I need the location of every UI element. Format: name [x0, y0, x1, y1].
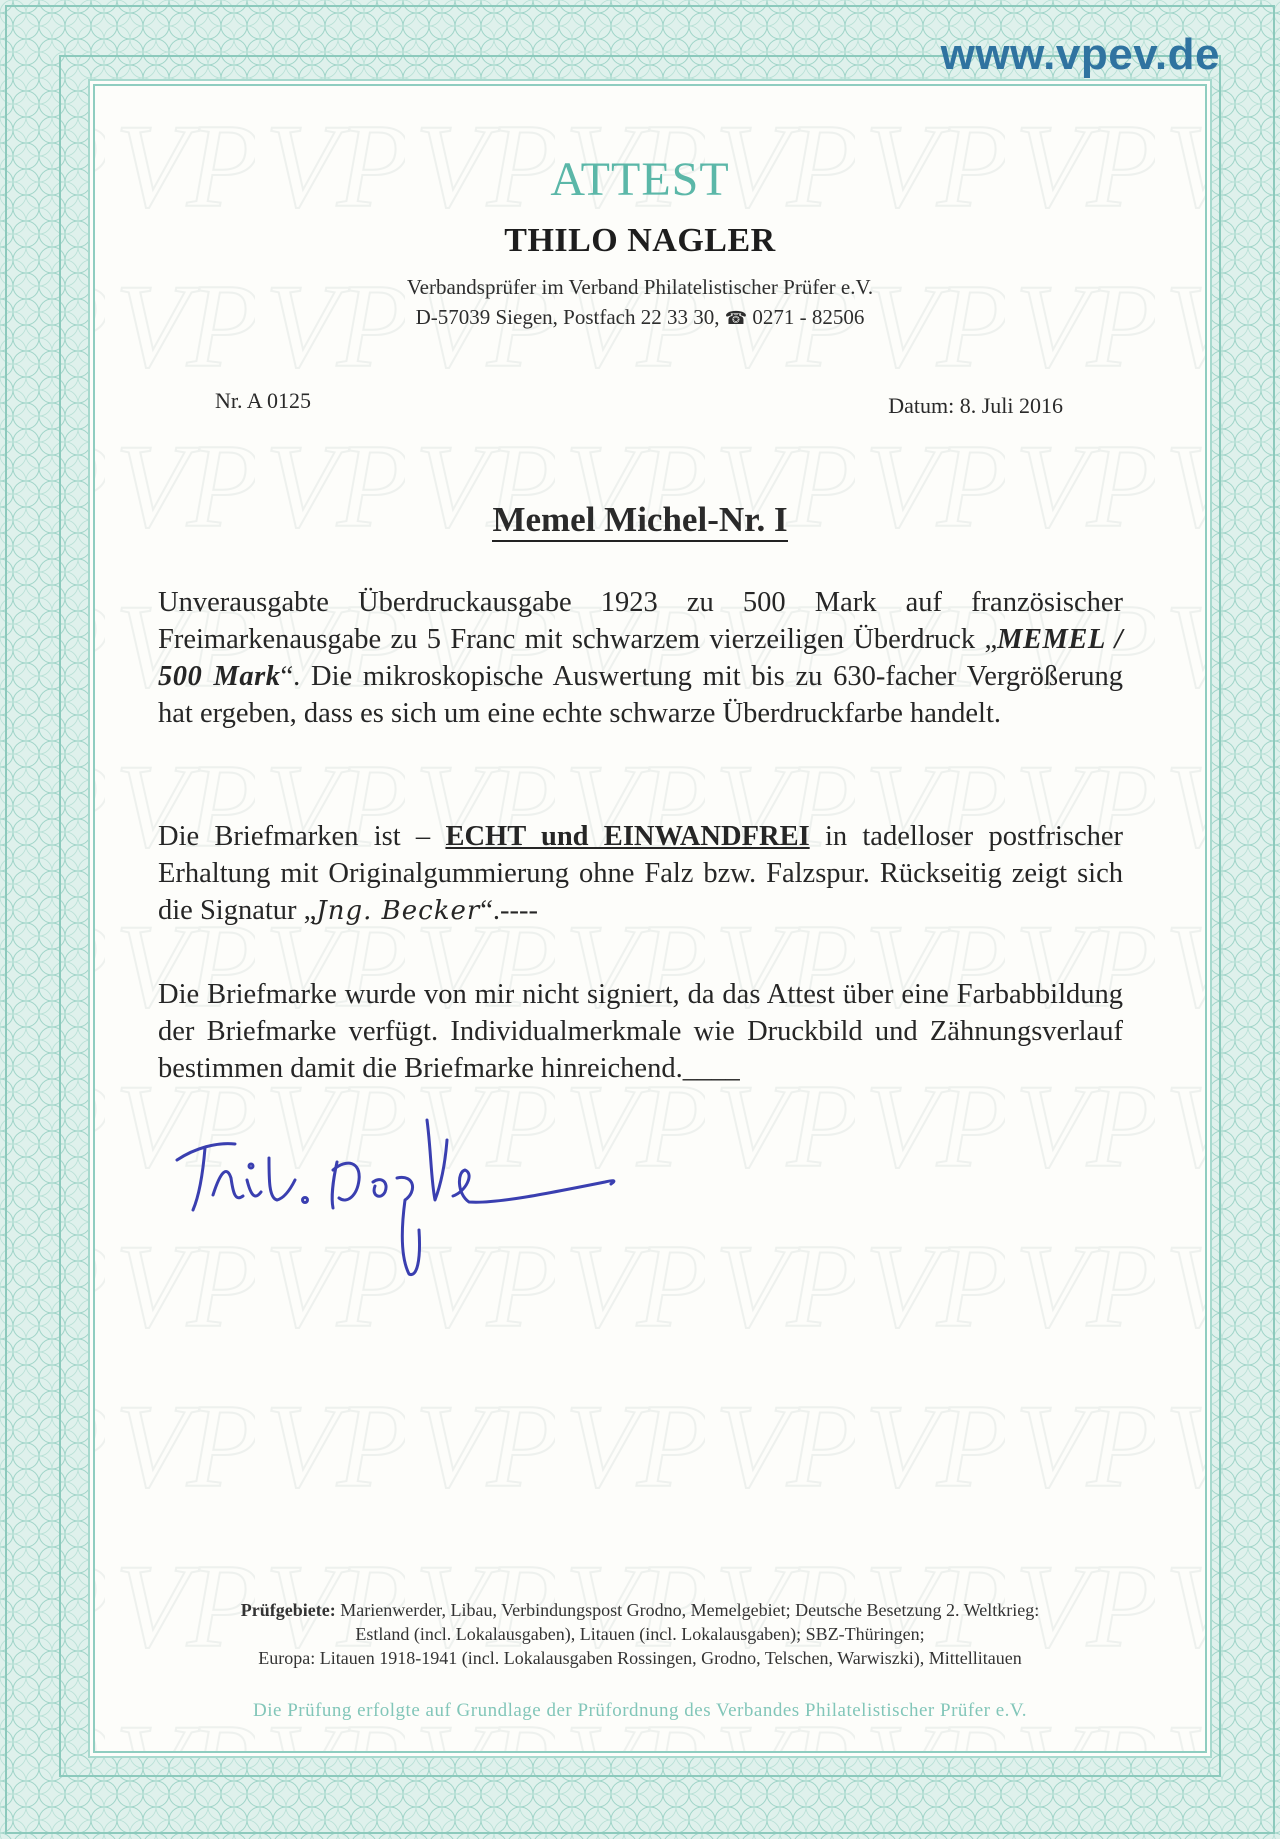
footer-line-3: Europa: Litauen 1918-1941 (incl. Lokalausgaben Rossingen, Grodno, Telschen, Warwiszki), Mittellitauen — [258, 1648, 1022, 1668]
footer-line-2: Estland (incl. Lokalausgaben), Litauen (incl. Lokalausgaben); SBZ-Thüringen; — [355, 1624, 925, 1644]
examiner-phone: 0271 - 82506 — [752, 305, 865, 329]
p1-text-before: Unverausgabte Überdruckausgabe 1923 zu 500 Mark auf französischer Freimarkenausgabe zu 5 Franc mit schwarzem vierzeiligen Überdruck „ — [158, 587, 1123, 655]
examiner-address: D-57039 Siegen, Postfach 22 33 30, — [415, 305, 720, 329]
examiner-subtitle: Verbandsprüfer im Verband Philatelistischer Prüfer e.V. — [406, 275, 874, 299]
certificate-number: Nr. A 0125 — [215, 388, 311, 413]
verdict-emphasis: ECHT und EINWANDFREI — [445, 821, 810, 852]
p2-text-before: Die Briefmarken ist – — [158, 821, 446, 852]
stamp-heading — [0, 500, 1280, 540]
footer-line-1 — [0, 1598, 1280, 1622]
p2-text-middle: in tadelloser postfrischer Erhaltung mit Originalgummierung ohne Falz bzw. Falzspur. Rückseitig zeigt sich die Signatur „ — [158, 821, 1123, 926]
backside-signature-text: Jng. Becker — [316, 896, 481, 926]
examiner-address-line — [0, 305, 1280, 330]
examination-areas — [0, 1598, 1280, 1670]
verdict-paragraph — [158, 818, 1123, 930]
document-title: ATTEST — [550, 153, 730, 206]
handwritten-signature — [165, 1100, 625, 1290]
telephone-icon: ☎ — [724, 308, 748, 328]
stamp-heading-text: Memel Michel-Nr. I — [492, 500, 787, 542]
p2-text-after: “.---- — [480, 895, 539, 926]
footer-line-1-text: Marienwerder, Libau, Verbindungspost Grodno, Memelgebiet; Deutsche Besetzung 2. Weltkrieg: — [335, 1600, 1040, 1620]
description-paragraph — [158, 584, 1123, 732]
certificate-date: Datum: 8. Juli 2016 — [888, 393, 1063, 418]
regulation-note: Die Prüfung erfolgte auf Grundlage der Prüfordnung des Verbandes Philatelistischer Prüfer e.V. — [253, 1700, 1027, 1721]
examiner-name: THILO NAGLER — [504, 222, 776, 259]
p1-text-after: “. Die mikroskopische Auswertung mit bis zu 630-facher Vergrößerung hat ergeben, dass es sich um eine echte schwarze Überdruckfarbe handelt. — [158, 661, 1123, 729]
signature-note-paragraph: Die Briefmarke wurde von mir nicht signiert, da das Attest über eine Farbabbildung der Briefmarke verfügt. Individualmerkmale wie Druckbild und Zähnungsverlauf bestimmen damit die Briefmarke hinreichend.____ — [158, 979, 1123, 1084]
website-url[interactable]: www.vpev.de — [940, 30, 1220, 79]
footer-label: Prüfgebiete: — [240, 1600, 336, 1620]
overprint-text: MEMEL / 500 Mark — [158, 624, 1123, 692]
